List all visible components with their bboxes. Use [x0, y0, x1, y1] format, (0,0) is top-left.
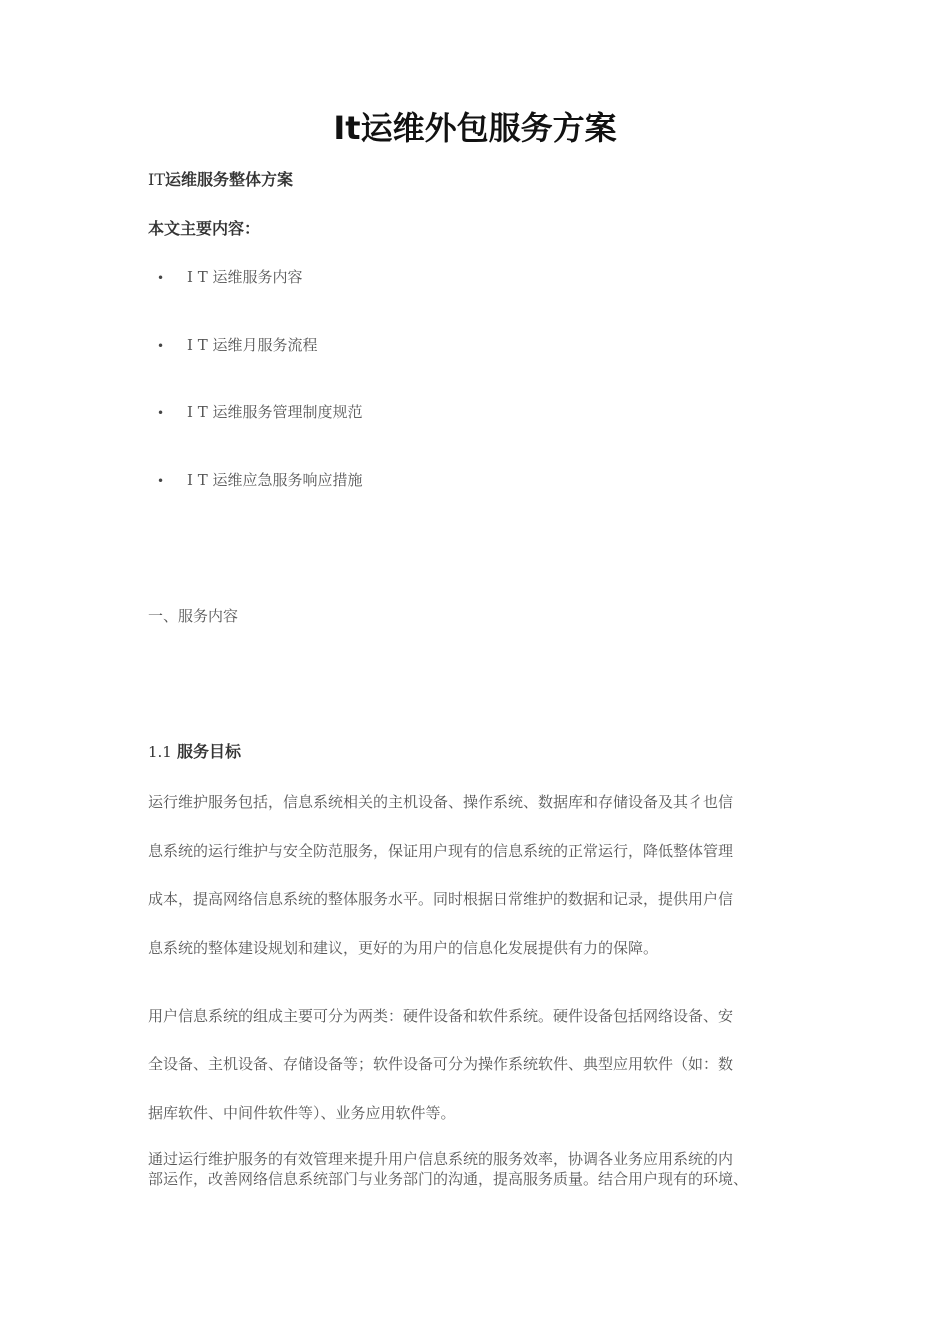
paragraph-line: 全设备、主机设备、存储设备等；软件设备可分为操作系统软件、典型应用软件（如：数	[148, 1055, 734, 1073]
subtitle-text: 运维服务整体方案	[165, 170, 294, 189]
subtitle-prefix: IT	[148, 170, 165, 189]
toc-item-label: I T 运维应急服务响应措施	[187, 471, 363, 489]
toc-heading: 本文主要内容：	[148, 219, 261, 238]
bullet-icon: •	[157, 271, 165, 285]
paragraph-line: 成本，提高网络信息系统的整体服务水平。同时根据日常维护的数据和记录，提供用户信	[148, 890, 734, 908]
paragraph-line: 息系统的整体建设规划和建议，更好的为用户的信息化发展提供有力的保障。	[148, 939, 659, 957]
subsection-number: 1.1	[148, 743, 172, 761]
toc-item	[157, 333, 317, 358]
bullet-icon: •	[157, 474, 165, 488]
bullet-icon: •	[157, 339, 165, 353]
paragraph-line: 用户信息系统的组成主要可分为两类：硬件设备和软件系统。硬件设备包括网络设备、安	[148, 1007, 734, 1025]
document-title: It运维外包服务方案	[333, 109, 617, 147]
paragraph-line: 部运作，改善网络信息系统部门与业务部门的沟通，提高服务质量。结合用户现有的环境、	[148, 1170, 749, 1188]
toc-item	[157, 265, 302, 290]
toc-item-label: I T 运维服务内容	[187, 268, 303, 286]
subsection-heading	[148, 740, 241, 764]
paragraph-line: 运行维护服务包括，信息系统相关的主机设备、操作系统、数据库和存储设备及其彳也信	[148, 793, 734, 811]
toc-item	[157, 400, 362, 425]
section-heading: 一、服务内容	[148, 607, 239, 625]
paragraph-line: 息系统的运行维护与安全防范服务，保证用户现有的信息系统的正常运行，降低整体管理	[148, 842, 734, 860]
paragraph-line: 通过运行维护服务的有效管理来提升用户信息系统的服务效率，协调各业务应用系统的内	[148, 1150, 734, 1168]
subsection-title: 服务目标	[176, 742, 241, 761]
bullet-icon: •	[157, 406, 165, 420]
document-subtitle	[148, 168, 293, 192]
toc-item	[157, 468, 362, 493]
toc-item-label: I T 运维月服务流程	[187, 336, 318, 354]
paragraph-line: 据库软件、中间件软件等）、业务应用软件等。	[148, 1104, 456, 1122]
toc-item-label: I T 运维服务管理制度规范	[187, 403, 363, 421]
